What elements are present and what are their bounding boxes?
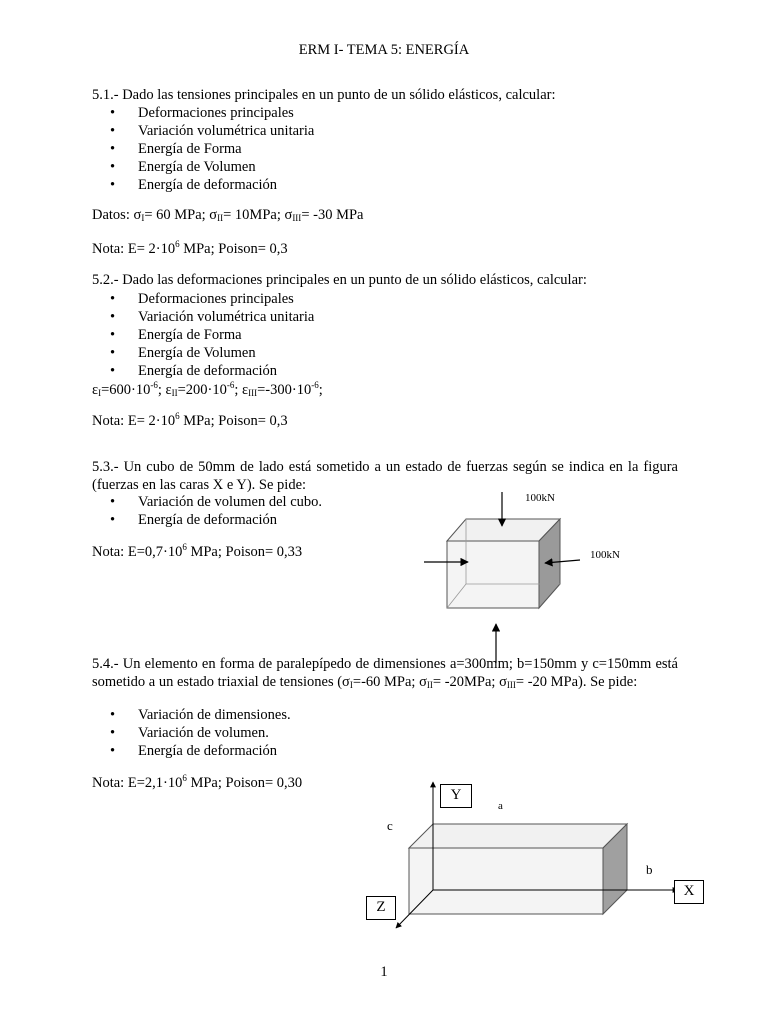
cube-front-face [447, 541, 539, 608]
list-item: • Energía de deformación [110, 742, 291, 760]
list-item: • Energía de Volumen [110, 158, 314, 176]
dimension-b-label: b [646, 862, 653, 877]
list-item: • Variación volumétrica unitaria [110, 308, 314, 326]
problem-5-1-datos: Datos: $\sigma_I= 60$ MPa; $\sigma_{II}= 10MPa$; $\sigma_{III}= -30$ MPa [92, 207, 364, 223]
force-label-right: 100kN [590, 549, 620, 561]
problem-5-1-nota: Nota: $E= 2\cdot 10^6$ MPa; Poison= 0,3 [92, 239, 288, 257]
dimension-c-label: c [387, 818, 393, 833]
list-item: • Deformaciones principales [110, 290, 314, 308]
axis-y-label: Y [440, 784, 472, 808]
list-item: • Variación de volumen. [110, 724, 291, 742]
cube-diagram [420, 488, 660, 663]
page-title: ERM I- TEMA 5: ENERGÍA [298, 42, 470, 58]
problem-5-2-list [110, 290, 314, 380]
list-item: • Energía de deformación [110, 176, 314, 194]
dimension-a-label: a [498, 800, 503, 812]
problem-5-3-list [110, 493, 322, 529]
problem-5-2-intro: 5.2.- Dado las deformaciones principales en un punto de un sólido elásticos, calcular: [92, 272, 587, 288]
page-number: 1 [380, 964, 388, 980]
list-item: • Variación volumétrica unitaria [110, 122, 314, 140]
prism-diagram [360, 780, 710, 940]
prism-figure [360, 780, 710, 940]
force-label-top: 100kN [525, 492, 555, 504]
axis-x-label: X [674, 880, 704, 904]
list-item: • Deformaciones principales [110, 104, 314, 122]
problem-5-4-nota: Nota: $E=2,1\cdot 10^6$ MPa; Poison= 0,30 [92, 773, 303, 791]
problem-5-3-nota: Nota: $E=0,7\cdot 10^6$ MPa; Poison= 0,33 [92, 542, 303, 560]
list-item: • Variación de dimensiones. [110, 706, 291, 724]
list-item: • Energía de Forma [110, 140, 314, 158]
problem-5-4-intro: 5.4.- Un elemento en forma de paralepípedo de dimensiones a=300mm; b=150mm y c=150mm está sometido a un estado triaxial de tensiones ($\sigma_I=-60$ MPa; $\sigma_{II}= -20MPa$; $\sigma_{III}= -20$ MPa). Se pide: [92, 656, 678, 690]
list-item: • Variación de volumen del cubo. [110, 493, 322, 511]
prism-front-face [409, 848, 603, 914]
problem-5-1-intro: 5.1.- Dado las tensiones principales en un punto de un sólido elásticos, calcular: [92, 87, 556, 103]
list-item: • Energía de Volumen [110, 344, 314, 362]
axis-z-label: Z [366, 896, 396, 920]
problem-5-2-strains: $\varepsilon_I=600\cdot 10^{-6}$; $\varepsilon_{II}=200\cdot 10^{-6}$; $\varepsilon_{III}=-300\cdot 10^{-6}$; [92, 380, 323, 398]
problem-5-4-list [110, 706, 291, 760]
cube-figure [420, 488, 660, 663]
prism-top-face [409, 824, 627, 848]
list-item: • Energía de Forma [110, 326, 314, 344]
list-item: • Energía de deformación [110, 511, 322, 529]
list-item: • Energía de deformación [110, 362, 314, 380]
problem-5-2-nota: Nota: $E= 2\cdot 10^6$ MPa; Poison= 0,3 [92, 411, 288, 429]
problem-5-1-list [110, 104, 314, 194]
problem-5-3-intro: 5.3.- Un cubo de 50mm de lado está sometido a un estado de fuerzas según se indica en la figura (fuerzas en las caras X e Y). Se pide: [92, 459, 678, 493]
